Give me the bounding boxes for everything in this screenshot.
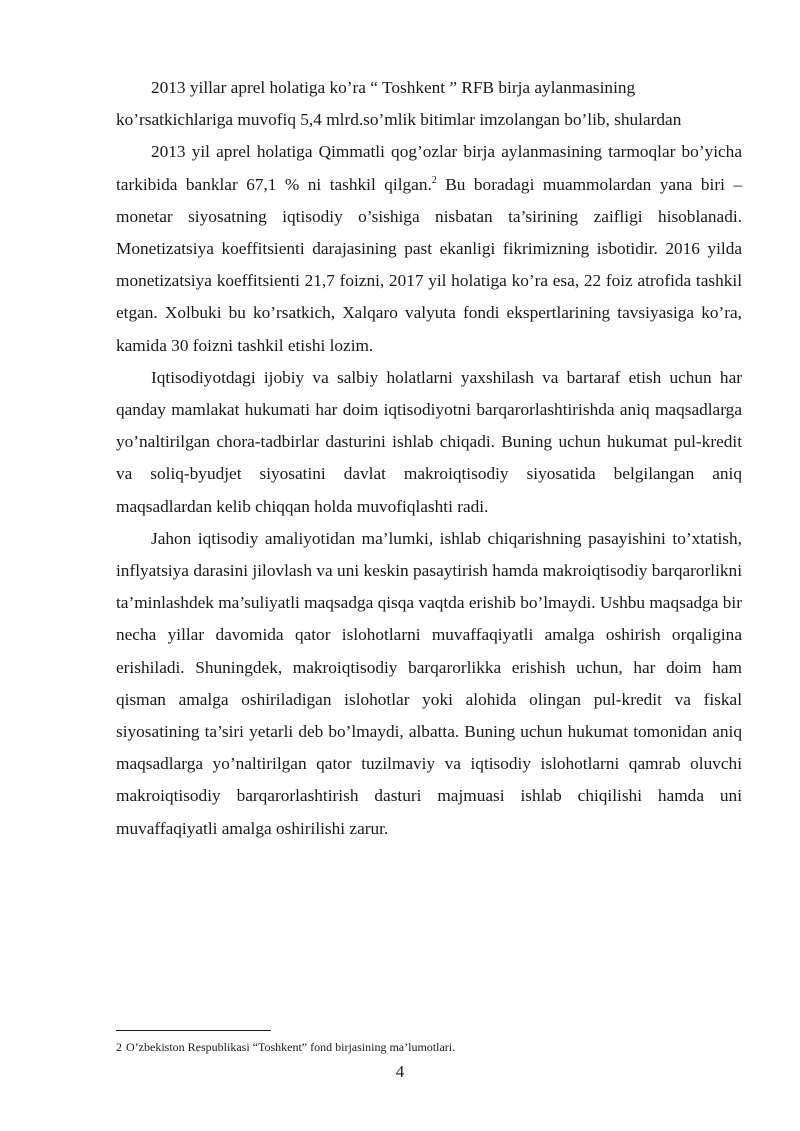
paragraph-4: Jahon iqtisodiy amaliyotidan ma’lumki, ishlab chiqarishning pasayishini to’xtatish, inflyatsiya darasini jilovlash va uni keskin pasaytirish hamda makroiqtisodiy barqarorlikni ta’minlashdek ma’suliyatli maqsadga qisqa vaqtda erishib bo’lmaydi. Ushbu maqsadga bir necha yillar davomida qator islohotlarni muvaffaqiyatli amalga oshirish orqaligina erishiladi. Shuningdek, makroiqtisodiy barqarorlikka erishish uchun, har doim ham qisman amalga oshiriladigan islohotlar yoki alohida olingan pul-kredit va fiskal siyosatining ta’siri yetarli deb bo’lmaydi, albatta. Buning uchun hukumat tomonidan aniq maqsadlarga yo’naltirilgan qator tuzilmaviy va iqtisodiy islohotlarni qamrab oluvchi makroiqtisodiy barqarorlashtirish dasturi majmuasi ishlab chiqilishi hamda uni muvaffaqiyatli amalga oshirilishi zarur. (116, 528, 742, 838)
page-number: 4 (395, 1062, 405, 1081)
paragraph-2 (116, 136, 742, 361)
paragraph-2-text-before: 2013 yil aprel holatiga Qimmatli qog’ozlar birja aylanmasining tarmoqlar bo’yicha tarkibida banklar 67,1 % ni tashkil qilgan. (116, 142, 742, 194)
footnote-reference[interactable]: 2 (431, 174, 437, 186)
paragraph-1: 2013 yillar aprel holatiga ko’ra “ Toshkent ” RFB birja aylanmasining ko’rsatkichlariga muvofiq 5,4 mlrd.so’mlik bitimlar imzolangan bo’lib, shulardan (116, 78, 682, 130)
footnote (116, 1040, 742, 1054)
footnote-number: 2 (116, 1040, 122, 1054)
paragraph-3: Iqtisodiyotdagi ijobiy va salbiy holatlarni yaxshilash va bartaraf etish uchun har qanday mamlakat hukumati har doim iqtisodiyotni barqarorlashtirishda aniq maqsadlarga yo’naltirilgan chora-tadbirlar dasturini ishlab chiqadi. Buning uchun hukumat pul-kredit va soliq-byudjet siyosatini davlat makroiqtisodiy siyosatida belgilangan aniq maqsadlardan kelib chiqqan holda muvofiqlashti radi. (116, 367, 742, 516)
footnote-separator (116, 1030, 271, 1031)
footnote-text: O’zbekiston Respublikasi “Toshkent” fond birjasining ma’lumotlari. (126, 1040, 456, 1054)
body-text (116, 72, 742, 845)
paragraph-2-text-after: Bu boradagi muammolardan yana biri – monetar siyosatning iqtisodiy o’sishiga nisbatan ta’sirining zaifligi hisoblanadi. Monetizatsiya koeffitsienti darajasining past ekanligi fikrimizning isbotidir. 2016 yilda monetizatsiya koeffitsienti 21,7 foizni, 2017 yil holatiga ko’ra esa, 22 foiz atrofida tashkil etgan. Xolbuki bu ko’rsatkich, Xalqaro valyuta fondi ekspertlarining tavsiyasiga ko’ra, kamida 30 foizni tashkil etishi lozim. (116, 174, 743, 355)
